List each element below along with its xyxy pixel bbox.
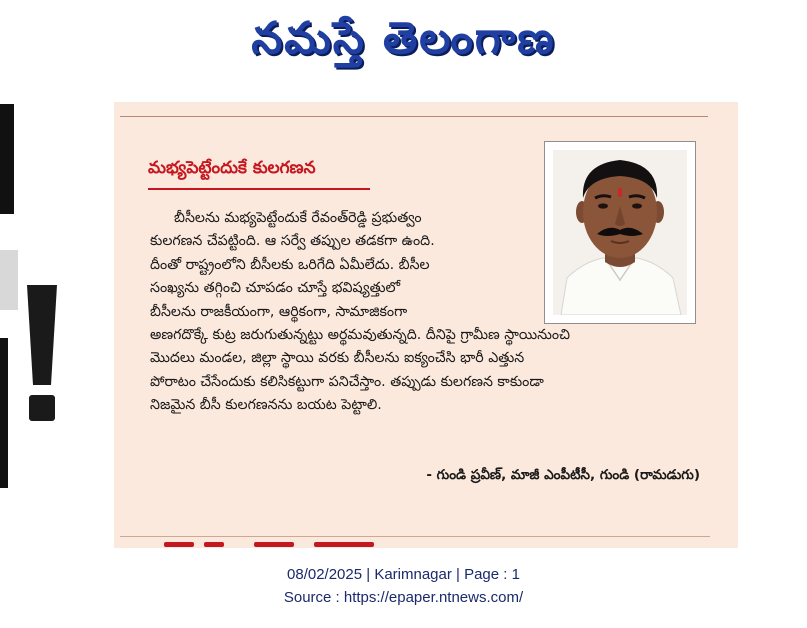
newspaper-masthead [0, 4, 807, 74]
body-line: మొదలు మండల, జిల్లా స్థాయి వరకు బీసీలను ఐక్యంచేసి భారీ ఎత్తున [150, 350, 525, 367]
article-headline: మభ్యపెట్టేందుకే కులగణన [148, 158, 316, 178]
adjacent-glyph-fragment-lower [0, 338, 8, 488]
body-line: దీంతో రాష్ట్రంలోని బీసీలకు ఒరిగేది ఏమీలేదు. బీసీల [150, 256, 430, 273]
exclamation-mark-graphic [22, 285, 62, 425]
body-line: సంఖ్యను తగ్గించి చూపడం చూస్తే భవిష్యత్తులో [150, 280, 401, 297]
masthead-logo-text: నమస్తే తెలంగాణ [251, 13, 556, 64]
source-link[interactable]: Source : https://epaper.ntnews.com/ [283, 589, 524, 606]
adjacent-glyph-fragment [0, 104, 14, 214]
body-line: పోరాటం చేసేందుకు కలిసికట్టుగా పనిచేస్తాం. తప్పుడు కులగణన కాకుండా [150, 373, 544, 390]
body-line: నిజమైన బీసీ కులగణనను బయట పెట్టాలి. [150, 397, 382, 414]
body-line: కులగణన చేపట్టింది. ఆ సర్వే తప్పుల తడకగా ఉంది. [150, 233, 435, 250]
adjacent-glyph-shadow [0, 250, 18, 310]
headline-underline [148, 188, 370, 190]
article-body [150, 207, 710, 418]
body-line: అణగదొక్కే కుట్ర జరుగుతున్నట్టు అర్థమవుతున్నది. దీనిపై గ్రామీణ స్థాయినుంచి [150, 326, 570, 343]
body-line: బీసీలను మభ్యపెట్టేందుకే రేవంత్‌రెడ్డి ప్రభుత్వం [174, 210, 422, 226]
article-clipping [114, 102, 738, 548]
edition-info: 08/02/2025 | Karimnagar | Page : 1 [287, 566, 520, 583]
top-divider [120, 116, 708, 117]
body-line: బీసీలను రాజకీయంగా, ఆర్థికంగా, సామాజికంగా [150, 303, 408, 320]
next-article-headline-fragment [164, 542, 394, 548]
adjacent-article-fragment [0, 100, 70, 490]
author-signature: - గుండి ప్రవీణ్, మాజీ ఎంపీటీసీ, గుండి (రామడుగు) [426, 467, 700, 483]
bottom-divider [120, 536, 710, 537]
